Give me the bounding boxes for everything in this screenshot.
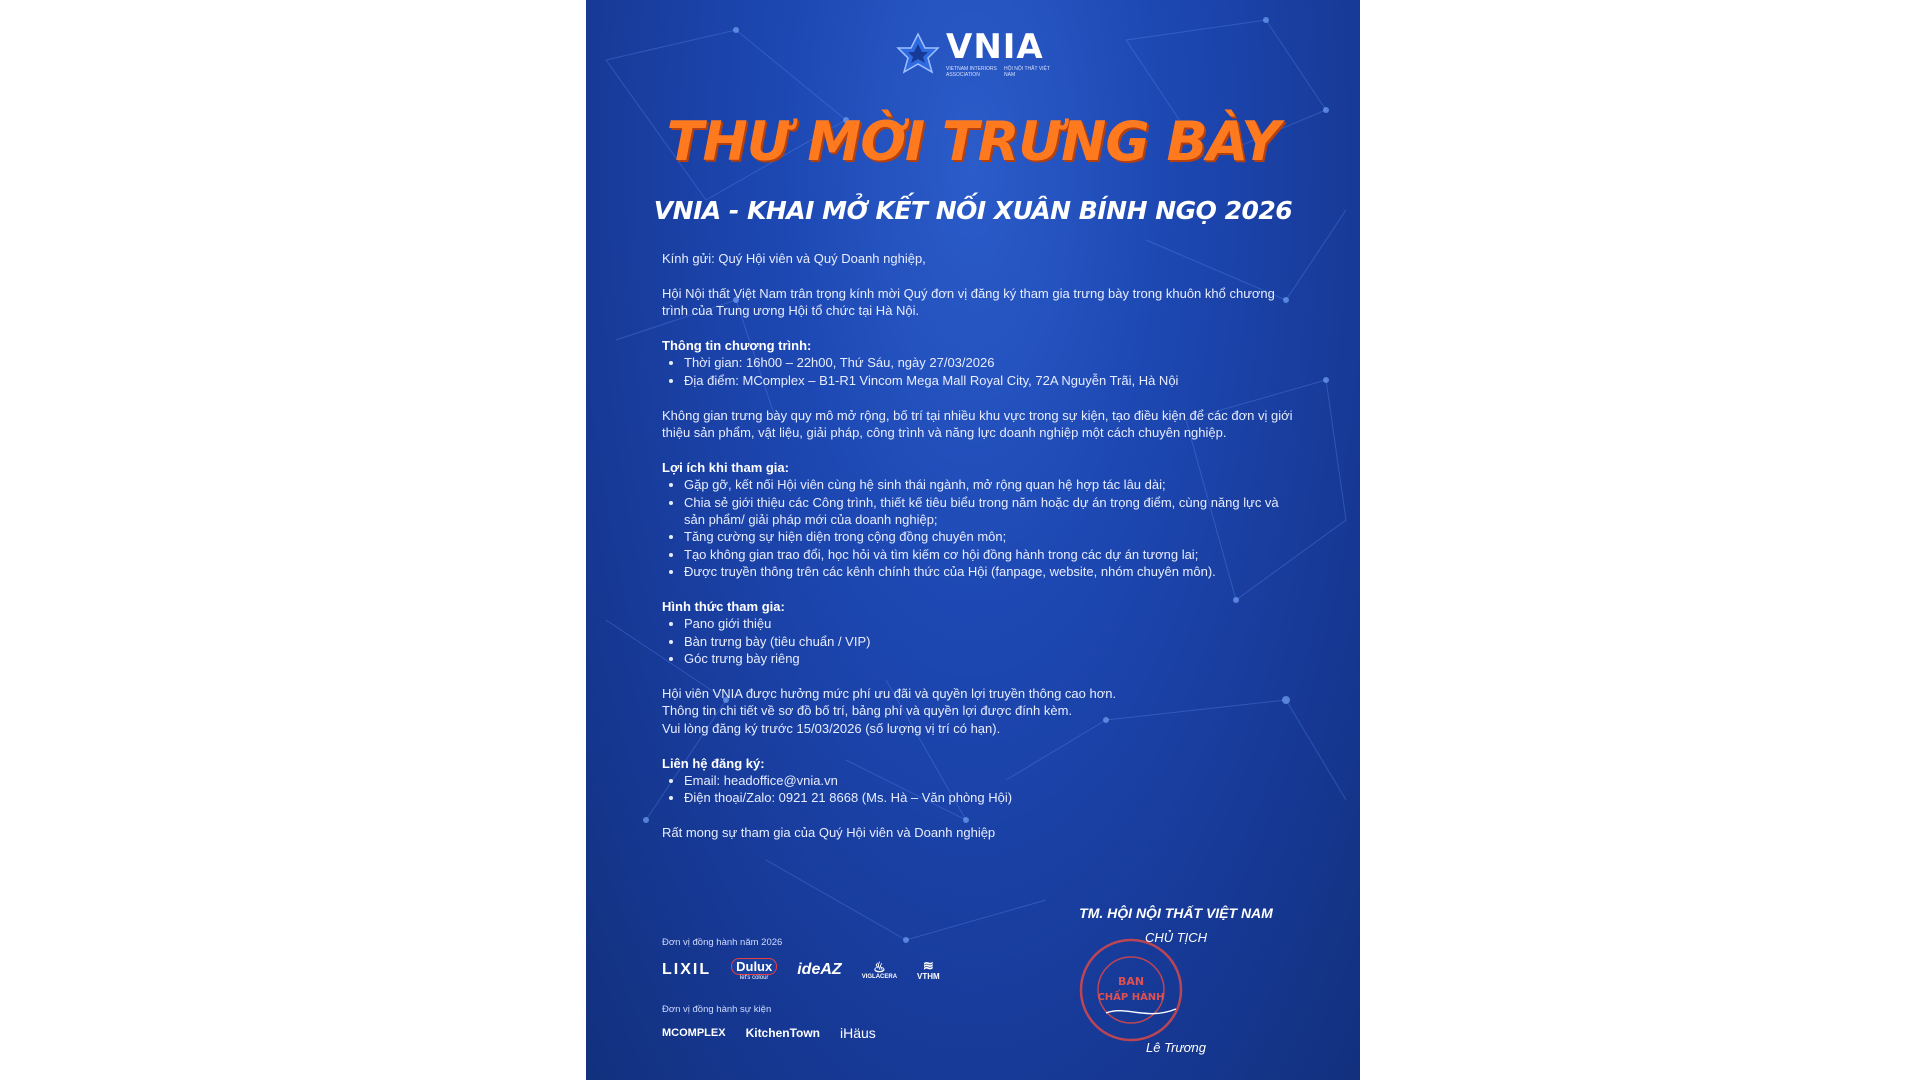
deadline-note: Vui lòng đăng ký trước 15/03/2026 (số lượng vị trí có hạn). <box>662 720 1001 736</box>
event-partners-logos <box>662 1025 896 1041</box>
program-list <box>662 354 1294 389</box>
logo-subtitle-en: VIETNAM INTERIORS ASSOCIATION <box>946 66 997 78</box>
event-partners-label: Đơn vị đồng hành sự kiện <box>662 1004 772 1015</box>
dulux-wordmark: Dulux <box>731 958 777 975</box>
closing-line: Rất mong sự tham gia của Quý Hội viên và Doanh nghiệp <box>662 825 996 841</box>
intro-paragraph: Hội Nội thất Việt Nam trân trọng kính mời Quý đơn vị đăng ký tham gia trưng bày trong khuôn khổ chương trình của Trung ương Hội tổ chức tại Hà Nội. <box>662 285 1275 319</box>
list-item: • Góc trưng bày riêng <box>684 650 1294 667</box>
ideaz-logo: ideAZ <box>797 960 842 978</box>
svg-text:BAN: BAN <box>1117 975 1145 988</box>
list-item: • Chia sẻ giới thiệu các Công trình, thiết kế tiêu biểu trong năm hoặc dự án trọng điểm, cùng năng lực và sản phẩm/ giải pháp mới của doanh nghiệp; <box>684 494 1294 529</box>
star-logo-icon <box>896 32 940 76</box>
signature-name: Lê Trương <box>1146 1040 1206 1055</box>
list-item: • Tạo không gian trao đổi, học hỏi và tìm kiếm cơ hội đồng hành trong các dự án tương lai; <box>684 546 1294 563</box>
dulux-logo <box>731 958 777 981</box>
lixil-logo: LIXIL <box>662 960 712 978</box>
forms-heading: Hình thức tham gia: <box>662 599 785 615</box>
program-time: • Thời gian: 16h00 – 22h00, Thứ Sáu, ngày 27/03/2026 <box>684 354 1294 371</box>
letter-body <box>662 250 1294 859</box>
signature-title: CHỦ TỊCH <box>1144 930 1208 945</box>
member-note: Hội viên VNIA được hưởng mức phí ưu đãi và quyền lợi truyền thông cao hơn. <box>662 686 1117 702</box>
red-stamp-icon <box>1076 935 1186 1045</box>
benefits-list <box>662 476 1294 580</box>
logo-subtitle-vi: HỘI NỘI THẤT VIỆT NAM <box>1004 66 1050 78</box>
viglacera-logo <box>862 960 897 980</box>
dulux-tagline: let's colour <box>739 975 769 981</box>
vnia-logo <box>896 27 1058 78</box>
svg-text:CHẤP HÀNH: CHẤP HÀNH <box>1097 992 1165 1003</box>
attachment-note: Thông tin chi tiết về sơ đồ bố trí, bảng phí và quyền lợi được đính kèm. <box>662 703 1073 719</box>
ihaus-logo: iHäus <box>840 1025 876 1041</box>
invitation-poster <box>586 0 1360 1080</box>
list-item: • Bàn trưng bày (tiêu chuẩn / VIP) <box>684 633 1294 650</box>
year-partners-logos <box>662 958 960 981</box>
space-paragraph: Không gian trưng bày quy mô mở rộng, bố trí tại nhiều khu vực trong sự kiện, tạo điều kiện để các đơn vị giới thiệu sản phẩm, vật liệu, giải pháp, công trình và năng lực doanh nghiệp một cách chuyên nghiệp. <box>662 407 1293 441</box>
mcomplex-logo: MCOMPLEX <box>662 1027 726 1039</box>
contact-email: • Email: headoffice@vnia.vn <box>684 772 1294 789</box>
vthm-logo <box>917 959 940 981</box>
list-item: • Gặp gỡ, kết nối Hội viên cùng hệ sinh thái ngành, mở rộng quan hệ hợp tác lâu dài; <box>684 476 1294 493</box>
contact-heading: Liên hệ đăng ký: <box>662 755 765 771</box>
program-venue: • Địa điểm: MComplex – B1-R1 Vincom Mega Mall Royal City, 72A Nguyễn Trãi, Hà Nội <box>684 372 1294 389</box>
poster-subtitle: VNIA - KHAI MỞ KẾT NỐI XUÂN BÍNH NGỌ 2026 <box>653 196 1293 225</box>
logo-wordmark: VNIA <box>946 27 1044 67</box>
kitchentown-logo: KitchenTown <box>745 1026 820 1040</box>
poster-title: THƯ MỜI TRƯNG BÀY <box>666 110 1280 173</box>
program-heading: Thông tin chương trình: <box>662 338 812 353</box>
contact-phone: • Điện thoại/Zalo: 0921 21 8668 (Ms. Hà – Văn phòng Hội) <box>684 789 1294 806</box>
list-item: • Tăng cường sự hiện diện trong cộng đồng chuyên môn; <box>684 528 1294 545</box>
vthm-wordmark: VTHM <box>917 971 940 981</box>
signature-org: TM. HỘI NỘI THẤT VIỆT NAM <box>1079 905 1273 921</box>
benefits-heading: Lợi ích khi tham gia: <box>662 459 789 475</box>
forms-list <box>662 615 1294 667</box>
flame-icon: ♨ <box>873 958 886 975</box>
contact-list <box>662 772 1294 807</box>
greeting: Kính gửi: Quý Hội viên và Quý Doanh nghiệp, <box>662 251 926 266</box>
viglacera-wordmark: VIGLACERA <box>861 973 898 980</box>
wave-icon: ≋ <box>922 957 934 973</box>
year-partners-label: Đơn vị đồng hành năm 2026 <box>662 937 783 948</box>
list-item: • Pano giới thiệu <box>684 615 1294 632</box>
list-item: • Được truyền thông trên các kênh chính thức của Hội (fanpage, website, nhóm chuyên môn). <box>684 563 1294 580</box>
